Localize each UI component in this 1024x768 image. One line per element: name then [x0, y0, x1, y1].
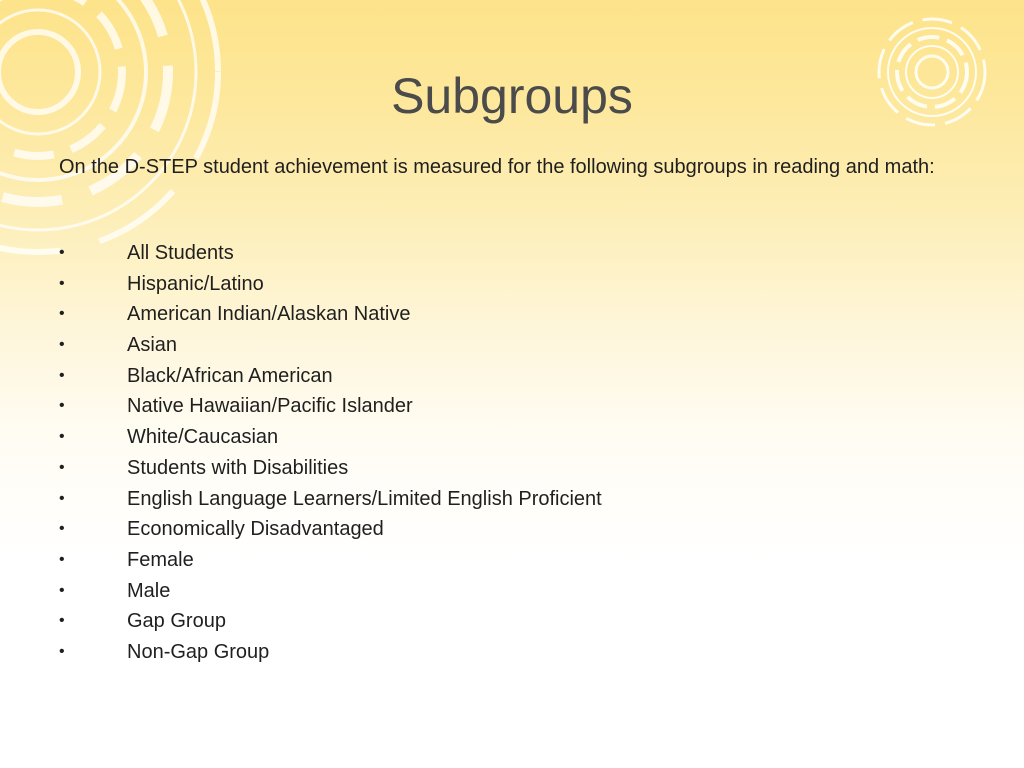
list-item-label: White/Caucasian: [127, 426, 279, 449]
bullet-icon: •: [59, 366, 65, 384]
list-item-label: Female: [127, 548, 194, 571]
list-item: [59, 576, 602, 607]
bullet-icon: •: [59, 244, 65, 261]
list-item: [59, 545, 602, 576]
list-item-label: American Indian/Alaskan Native: [127, 303, 411, 326]
list-item: [59, 238, 602, 269]
list-item-label: Asian: [127, 334, 178, 357]
slide-title: Subgroups: [391, 68, 633, 124]
bullet-icon: •: [59, 520, 65, 538]
list-item-label: Hispanic/Latino: [127, 272, 264, 295]
bullet-icon: •: [59, 274, 65, 292]
list-item: [59, 514, 602, 545]
bullet-icon: •: [59, 550, 65, 568]
bullet-icon: •: [59, 581, 65, 599]
list-item: [59, 361, 602, 392]
list-item: [59, 606, 602, 637]
list-item-label: Native Hawaiian/Pacific Islander: [127, 395, 413, 418]
bullet-icon: •: [59, 489, 65, 507]
list-item-label: Gap Group: [127, 610, 226, 633]
list-item-label: Black/African American: [127, 364, 333, 387]
list-item-label: English Language Learners/Limited English Proficient: [127, 487, 602, 510]
bullet-icon: •: [59, 305, 65, 323]
list-item: [59, 484, 602, 515]
list-item-label: Male: [127, 579, 171, 602]
list-item: [59, 391, 602, 422]
list-item-label: Economically Disadvantaged: [127, 518, 384, 541]
bullet-icon: •: [59, 612, 65, 630]
subgroup-list: [59, 238, 602, 668]
intro-paragraph: On the D-STEP student achievement is measured for the following subgroups in reading and math:: [59, 156, 935, 178]
bullet-icon: •: [59, 336, 65, 354]
list-item: [59, 330, 602, 361]
bullet-icon: •: [59, 428, 65, 446]
list-item: [59, 422, 602, 453]
list-item-label: All Students: [127, 242, 234, 264]
bullet-icon: •: [59, 458, 65, 476]
bullet-icon: •: [59, 642, 65, 660]
list-item: [59, 299, 602, 330]
list-item: [59, 637, 602, 668]
list-item-label: Students with Disabilities: [127, 456, 349, 479]
list-item: [59, 453, 602, 484]
list-item: [59, 269, 602, 300]
bullet-icon: •: [59, 397, 65, 415]
list-item-label: Non-Gap Group: [127, 640, 270, 663]
